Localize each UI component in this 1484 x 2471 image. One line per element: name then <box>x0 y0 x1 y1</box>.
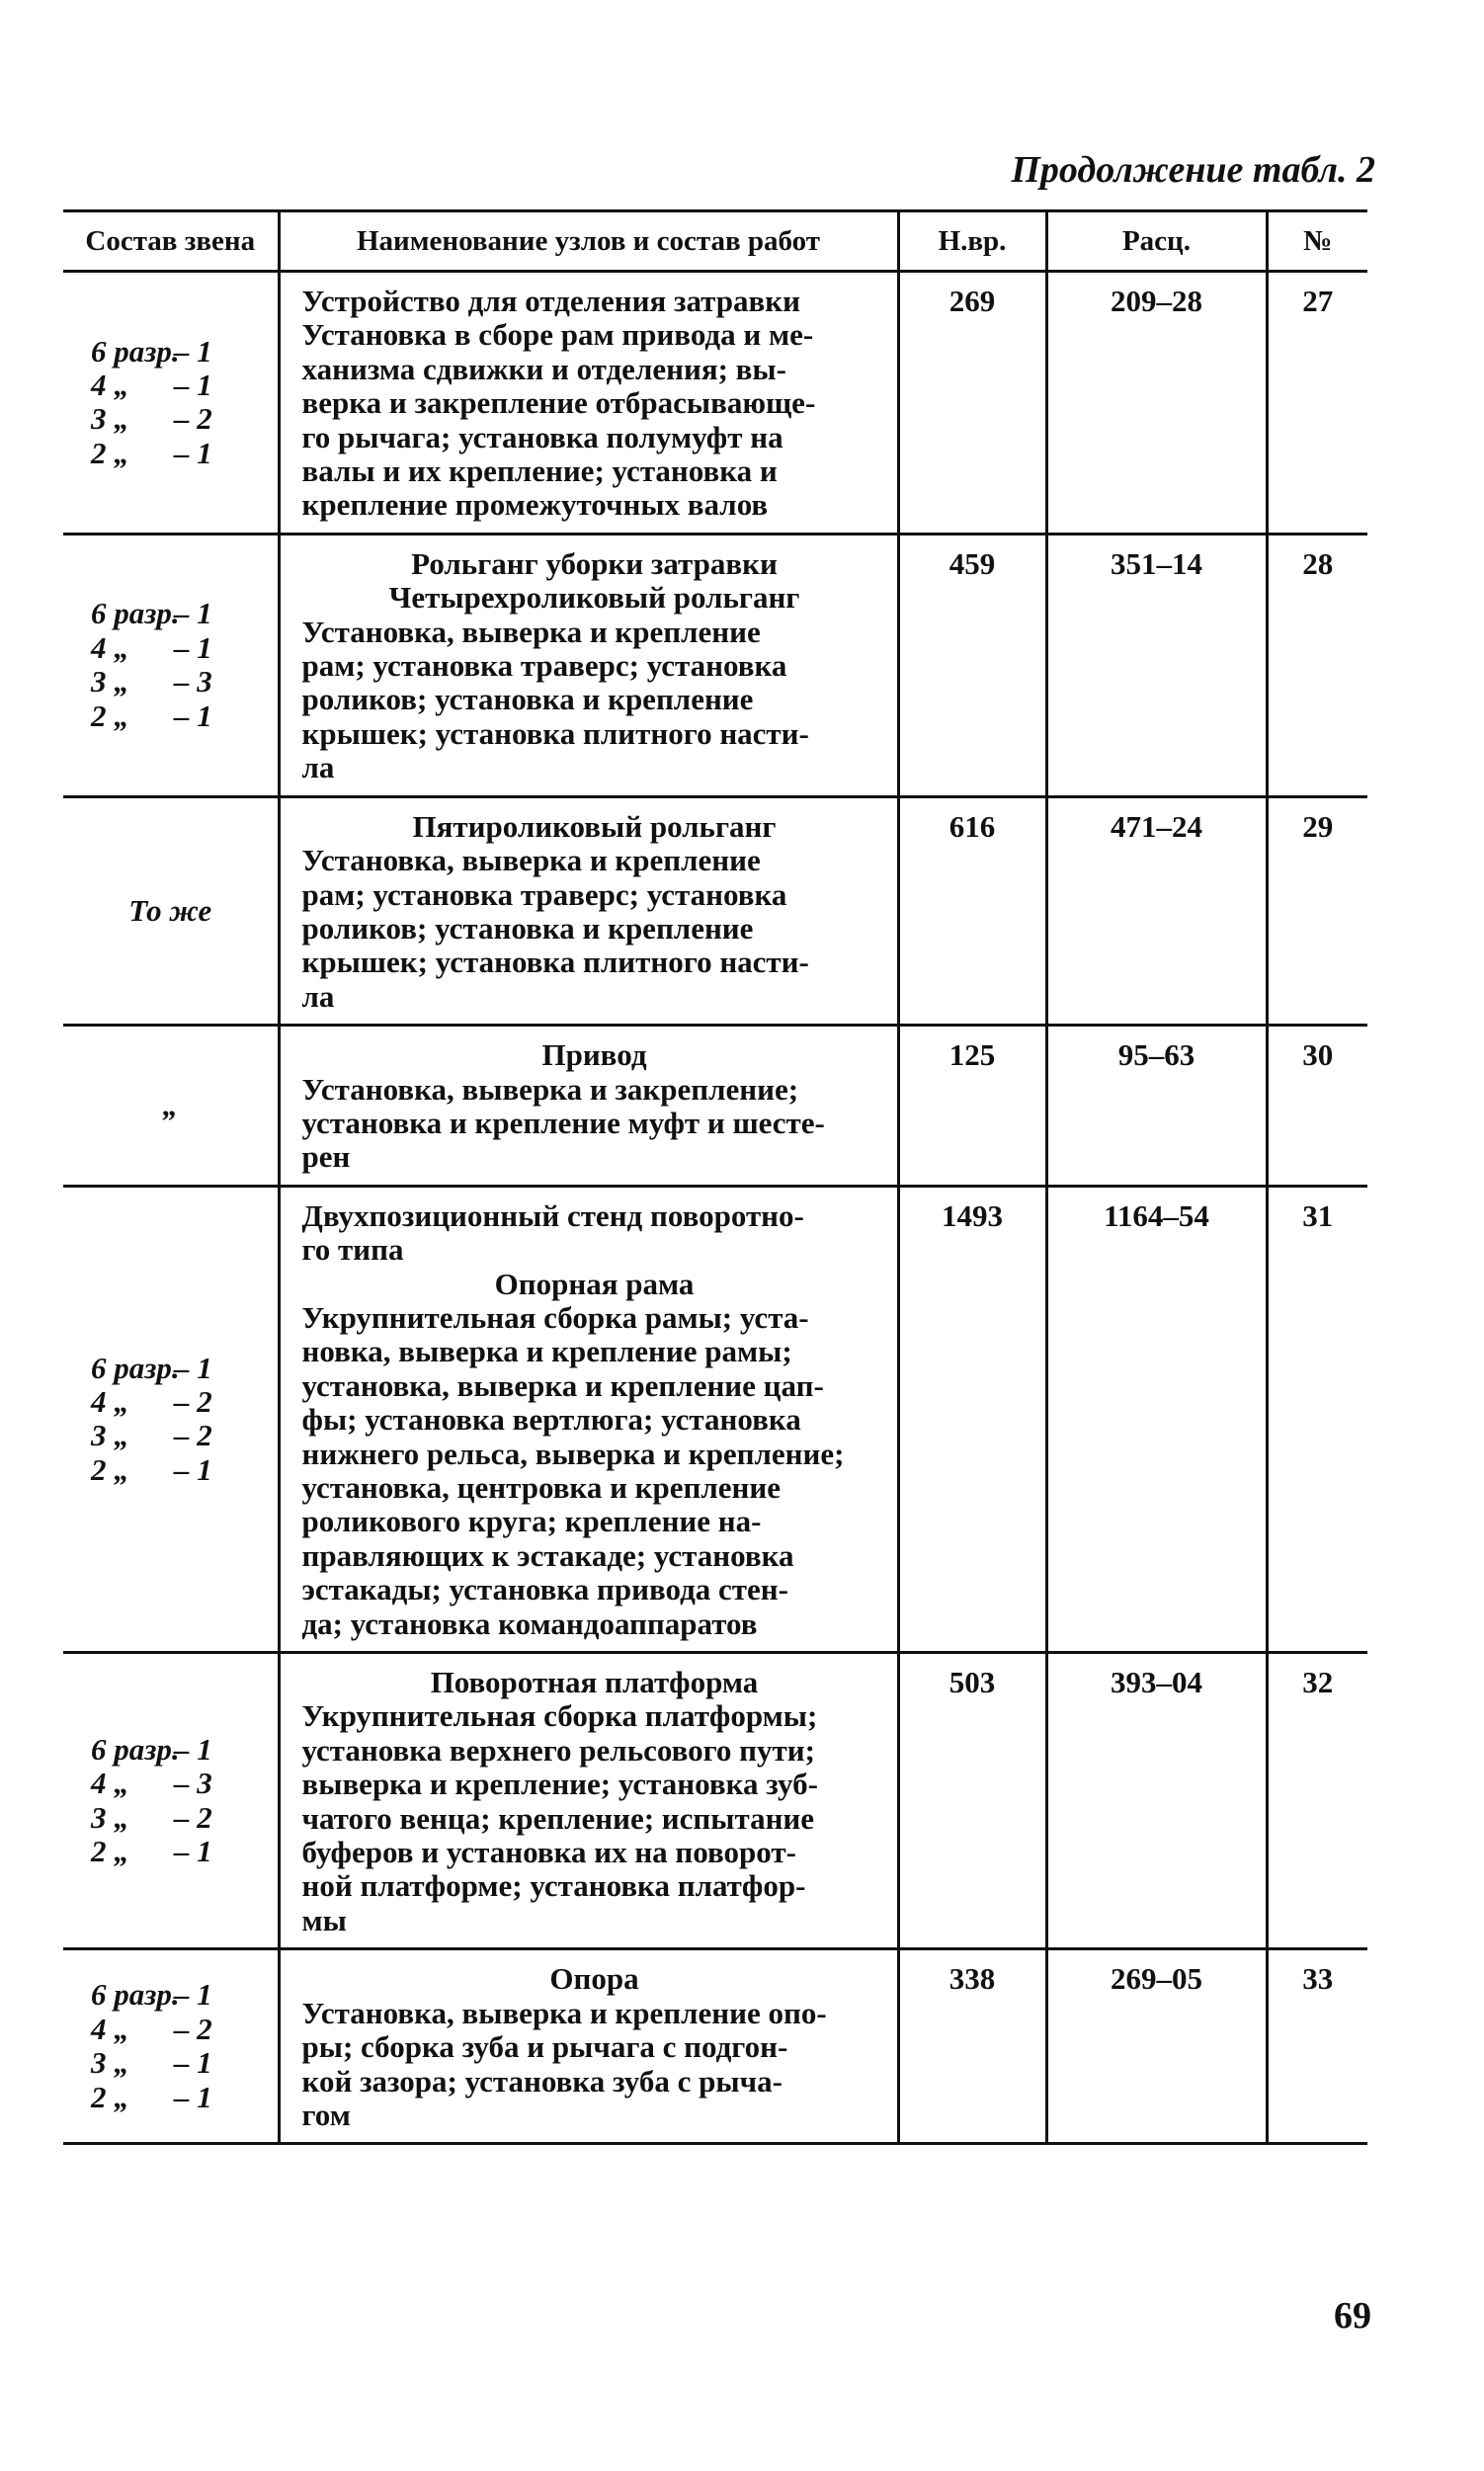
crew-count: – 2 <box>174 1418 212 1453</box>
crew-line <box>91 437 270 470</box>
work-heading-line: го типа <box>301 1232 404 1268</box>
norm-time-cell: 125 <box>898 1026 1046 1187</box>
crew-line <box>91 631 270 665</box>
work-description-line: да; установка командоаппаратов <box>301 1606 758 1641</box>
work-subheading: Поворотная платформа <box>430 1665 759 1700</box>
work-description-line: верка и закрепление отбрасывающе- <box>301 385 816 421</box>
crew-count: – 1 <box>174 629 212 665</box>
crew-line <box>91 1978 270 2012</box>
item-number-cell: 30 <box>1267 1026 1367 1187</box>
crew-cell <box>63 796 279 1025</box>
table-header <box>63 211 1367 272</box>
crew-grade: 3 „ <box>91 1418 129 1453</box>
crew-cell <box>63 1026 279 1187</box>
table-body <box>63 272 1367 2144</box>
work-description-line: кой зазора; установка зуба с рыча- <box>301 2063 783 2099</box>
crew-cell <box>63 272 279 535</box>
crew-count: – 1 <box>174 2079 212 2114</box>
work-description-line: ханизма сдвижки и отделения; вы- <box>301 351 786 386</box>
work-description-line: крышек; установка плитного насти- <box>301 945 809 980</box>
crew-grade: 3 „ <box>91 664 129 700</box>
norm-time-cell: 459 <box>898 534 1046 796</box>
work-description-line: установка, выверка и крепление цап- <box>301 1367 824 1403</box>
work-description-line: рен <box>301 1139 351 1175</box>
crew-count: – 1 <box>174 1731 212 1767</box>
crew-cell <box>63 1949 279 2144</box>
crew-count: – 2 <box>174 1799 212 1835</box>
work-description-line: Установка, выверка и крепление <box>301 614 761 649</box>
crew-cell <box>63 1653 279 1949</box>
crew-grade: 6 разр. <box>91 596 180 631</box>
crew-line <box>91 1419 270 1452</box>
work-description-line: Установка, выверка и закрепление; <box>301 1071 799 1107</box>
work-description-line: ры; сборка зуба и рычага с подгон- <box>301 2029 788 2065</box>
crew-line <box>91 1801 270 1835</box>
crew-count: – 1 <box>174 1834 212 1869</box>
work-description-line: мы <box>301 1902 347 1937</box>
crew-count: – 2 <box>174 2011 212 2046</box>
work-description-line: новка, выверка и крепление рамы; <box>301 1334 792 1369</box>
item-number-cell: 31 <box>1267 1186 1367 1652</box>
work-description-cell <box>279 1949 898 2144</box>
crew-count: – 1 <box>174 698 212 733</box>
work-description-line: выверка и крепление; установка зуб- <box>301 1767 818 1802</box>
crew-cell <box>63 534 279 796</box>
work-description-line: валы и их крепление; установка и <box>301 453 778 489</box>
crew-grade: 6 разр. <box>91 1350 180 1385</box>
crew-grade: 6 разр. <box>91 333 180 369</box>
rate-cell: 209–28 <box>1046 272 1267 535</box>
crew-line <box>91 665 270 699</box>
crew-line <box>91 2046 270 2080</box>
crew-count: – 1 <box>174 1977 212 2013</box>
work-description-line: роликового круга; крепление на- <box>301 1504 762 1539</box>
work-description-line: го рычага; установка полумуфт на <box>301 419 783 454</box>
rate-cell: 471–24 <box>1046 796 1267 1025</box>
table-row <box>63 1949 1367 2144</box>
crew-count: – 1 <box>174 1350 212 1385</box>
crew-count: – 2 <box>174 401 212 437</box>
crew-line <box>91 1453 270 1487</box>
crew-grade: 2 „ <box>91 1834 129 1869</box>
work-description-line: ла <box>301 978 335 1014</box>
crew-grade: 6 разр. <box>91 1977 180 2013</box>
work-description-line: Укрупнительная сборка рамы; уста- <box>301 1299 809 1335</box>
work-description-line: Установка, выверка и крепление <box>301 843 761 878</box>
crew-text: То же <box>128 892 212 928</box>
work-heading-line: Двухпозиционный стенд поворотно- <box>301 1197 804 1233</box>
work-description-line: установка, центровка и крепление <box>301 1470 782 1505</box>
crew-grade: 4 „ <box>91 1766 129 1801</box>
crew-grade: 2 „ <box>91 1451 129 1487</box>
work-description-line: установка и крепление муфт и шесте- <box>301 1105 825 1140</box>
crew-line <box>91 369 270 402</box>
rate-cell: 1164–54 <box>1046 1186 1267 1652</box>
work-description-line: ной платформе; установка платфор- <box>301 1868 806 1904</box>
work-description-line: Устройство для отделения затравки <box>301 284 800 318</box>
work-description-line: гом <box>301 2097 351 2132</box>
work-description-line: фы; установка вертлюга; установка <box>301 1402 801 1438</box>
table-row <box>63 796 1367 1025</box>
crew-line <box>91 2081 270 2114</box>
work-description-line: правляющих к эстакаде; установка <box>301 1537 794 1573</box>
work-subheading: Привод <box>541 1037 647 1073</box>
column-header-crew: Состав звена <box>63 211 279 272</box>
rate-cell: 95–63 <box>1046 1026 1267 1187</box>
crew-count: – 1 <box>174 333 212 369</box>
crew-line <box>91 1352 270 1385</box>
norm-time-cell: 503 <box>898 1653 1046 1949</box>
work-norms-table <box>63 209 1367 2145</box>
crew-line <box>91 1733 270 1767</box>
crew-line <box>91 597 270 630</box>
crew-line <box>91 402 270 436</box>
table-row <box>63 1186 1367 1652</box>
work-description-cell <box>279 1186 898 1652</box>
work-description-line: ла <box>301 750 335 785</box>
header-row <box>63 211 1367 272</box>
norm-time-cell: 338 <box>898 1949 1046 2144</box>
work-subheading: Четырехроликовый рольганг <box>388 580 800 616</box>
column-header-norm-time: Н.вр. <box>898 211 1046 272</box>
crew-count: – 3 <box>174 1766 212 1801</box>
item-number-cell: 28 <box>1267 534 1367 796</box>
column-header-number: № <box>1267 211 1367 272</box>
work-description-line: нижнего рельса, выверка и крепление; <box>301 1436 845 1471</box>
crew-line <box>91 335 270 369</box>
crew-line <box>91 2013 270 2046</box>
crew-count: – 1 <box>174 2045 212 2081</box>
norm-time-cell: 269 <box>898 272 1046 535</box>
crew-count: – 1 <box>174 596 212 631</box>
work-description-line: установка верхнего рельсового пути; <box>301 1732 815 1768</box>
crew-text: „ <box>162 1087 178 1122</box>
crew-count: – 3 <box>174 664 212 700</box>
work-description-cell <box>279 534 898 796</box>
crew-line <box>91 1767 270 1800</box>
crew-grade: 3 „ <box>91 2045 129 2081</box>
crew-line <box>91 700 270 733</box>
work-subheading: Рольганг уборки затравки <box>411 545 778 581</box>
crew-grade: 4 „ <box>91 368 129 403</box>
table-caption: Продолжение табл. 2 <box>1011 149 1375 191</box>
crew-grade: 2 „ <box>91 2079 129 2114</box>
work-description-line: буферов и установка их на поворот- <box>301 1835 796 1870</box>
work-description-cell <box>279 796 898 1025</box>
item-number-cell: 32 <box>1267 1653 1367 1949</box>
work-description-line: рам; установка траверс; установка <box>301 876 787 912</box>
page-number: 69 <box>1334 2295 1371 2337</box>
work-description-line: роликов; установка и крепление <box>301 910 754 946</box>
work-description-line: Установка, выверка и крепление опо- <box>301 1995 827 2030</box>
rate-cell: 269–05 <box>1046 1949 1267 2144</box>
crew-grade: 3 „ <box>91 1799 129 1835</box>
work-description-cell <box>279 1653 898 1949</box>
crew-cell <box>63 1186 279 1652</box>
work-description-line: крышек; установка плитного насти- <box>301 715 809 751</box>
table-row <box>63 1026 1367 1187</box>
work-subheading: Опорная рама <box>494 1266 695 1301</box>
crew-grade: 2 „ <box>91 435 129 470</box>
item-number-cell: 27 <box>1267 272 1367 535</box>
crew-line <box>91 1835 270 1868</box>
crew-grade: 4 „ <box>91 2011 129 2046</box>
work-description-line: Установка в сборе рам привода и ме- <box>301 317 814 353</box>
crew-grade: 4 „ <box>91 629 129 665</box>
work-description-line: чатого венца; крепление; испытание <box>301 1800 815 1836</box>
rate-cell: 393–04 <box>1046 1653 1267 1949</box>
crew-grade: 6 разр. <box>91 1731 180 1767</box>
work-description-line: эстакады; установка привода стен- <box>301 1572 788 1607</box>
column-header-rate: Расц. <box>1046 211 1267 272</box>
norm-time-cell: 1493 <box>898 1186 1046 1652</box>
crew-count: – 1 <box>174 368 212 403</box>
work-description-line: рам; установка траверс; установка <box>301 648 787 684</box>
table-row <box>63 534 1367 796</box>
crew-grade: 2 „ <box>91 698 129 733</box>
crew-count: – 1 <box>174 1451 212 1487</box>
work-description-line: роликов; установка и крепление <box>301 682 754 717</box>
crew-count: – 1 <box>174 435 212 470</box>
crew-grade: 3 „ <box>91 401 129 437</box>
work-description-cell <box>279 272 898 535</box>
column-header-work: Наименование узлов и состав работ <box>279 211 898 272</box>
item-number-cell: 29 <box>1267 796 1367 1025</box>
table-row <box>63 272 1367 535</box>
item-number-cell: 33 <box>1267 1949 1367 2144</box>
work-description-line: Укрупнительная сборка платформы; <box>301 1698 818 1734</box>
work-subheading: Опора <box>549 1961 639 1997</box>
crew-count: – 2 <box>174 1383 212 1419</box>
work-subheading: Пятироликовый рольганг <box>412 808 777 844</box>
crew-grade: 4 „ <box>91 1383 129 1419</box>
work-description-cell <box>279 1026 898 1187</box>
work-description-line: крепление промежуточных валов <box>301 487 769 523</box>
crew-line <box>91 1385 270 1419</box>
table-row <box>63 1653 1367 1949</box>
rate-cell: 351–14 <box>1046 534 1267 796</box>
norm-time-cell: 616 <box>898 796 1046 1025</box>
